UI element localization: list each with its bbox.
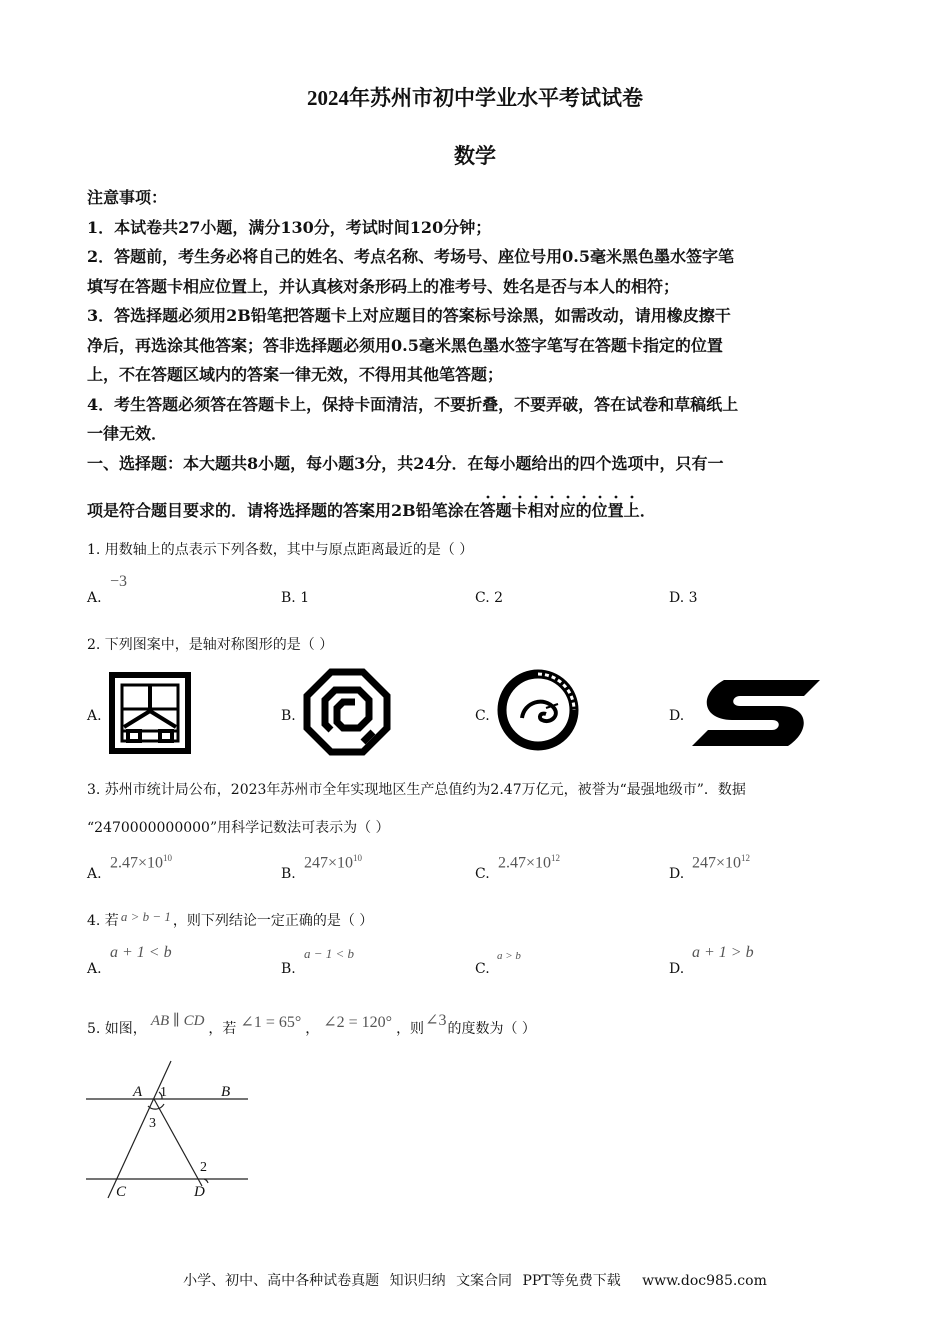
q3-d-exp: 12 bbox=[741, 853, 751, 863]
q5-stem-pre: 5. 如图， bbox=[87, 1021, 147, 1037]
note-2a: 2．答题前，考生务必将自己的姓名、考点名称、考场号、座位号用0.5毫米黑色墨水签字笔 bbox=[87, 247, 734, 266]
q2-option-b: B. bbox=[281, 708, 296, 724]
section-1-line-b bbox=[87, 496, 867, 526]
q5-math-3: ∠2 = 120° bbox=[323, 1014, 393, 1031]
q5-stem-post: 的度数为（ ） bbox=[447, 1021, 536, 1037]
section-1-line-a: 一、选择题：本大题共8小题，每小题3分，共24分．在每小题给出的四个选项中，只有一 bbox=[87, 453, 724, 473]
q1-a-label: A. bbox=[87, 590, 102, 606]
q1-a-math: −3 bbox=[110, 573, 128, 590]
note-1: 1．本试卷共27小题，满分130分，考试时间120分钟； bbox=[87, 217, 492, 237]
q5-sep-2: ， bbox=[305, 1021, 320, 1037]
q3-b-base: 247×10 bbox=[304, 854, 354, 872]
q2-option-c: C. bbox=[475, 708, 490, 724]
label-c: C bbox=[116, 1184, 127, 1200]
q1-option-b: B. 1 bbox=[281, 590, 310, 606]
label-angle-2: 2 bbox=[200, 1160, 207, 1175]
q2-pattern-a bbox=[108, 671, 192, 755]
transversal-ac bbox=[108, 1061, 171, 1198]
q3-a-exp: 10 bbox=[163, 853, 173, 863]
footer-link[interactable]: www.doc985.com bbox=[642, 1273, 767, 1289]
q5-math-2: ∠1 = 65° bbox=[240, 1014, 302, 1031]
q5-math-1: AB ∥ CD bbox=[150, 1013, 205, 1029]
q3-d-label: D. bbox=[669, 866, 685, 882]
q3-stem-2: “2470000000000”用科学记数法可表示为（ ） bbox=[87, 820, 390, 836]
label-angle-1: 1 bbox=[160, 1085, 167, 1100]
page-title: 2024年苏州市初中学业水平考试试卷 bbox=[307, 86, 643, 110]
notes-block bbox=[87, 183, 867, 478]
note-3a: 3．答选择题必须用2B铅笔把答题卡上对应题目的答案标号涂黑，如需改动，请用橡皮擦干 bbox=[87, 306, 731, 325]
q1-stem: 1. 用数轴上的点表示下列各数，其中与原点距离最近的是（ ） bbox=[87, 542, 474, 558]
q4-b-math: a − 1 < b bbox=[304, 946, 355, 961]
q2-stem: 2. 下列图案中，是轴对称图形的是（ ） bbox=[87, 637, 334, 653]
section-1-text-pre: 项是符合题目要求的．请将选择题的答案用2B铅笔涂在 bbox=[87, 501, 480, 520]
q5-figure bbox=[84, 1058, 254, 1203]
label-angle-3: 3 bbox=[149, 1116, 156, 1131]
q2-pattern-d bbox=[688, 672, 824, 754]
q3-b-label: B. bbox=[281, 866, 296, 882]
q1-option-a bbox=[87, 590, 102, 606]
q4-stem-pre: 4. 若 bbox=[87, 913, 119, 929]
q3-d-math bbox=[692, 853, 750, 872]
q2-pattern-b bbox=[303, 668, 391, 756]
footer-text-2: 知识归纳 bbox=[389, 1273, 446, 1289]
q4-d-label: D. bbox=[669, 961, 685, 977]
q4-stem-post: ，则下列结论一定正确的是（ ） bbox=[172, 913, 374, 929]
q3-b-math bbox=[304, 853, 362, 872]
q2-pattern-c bbox=[494, 666, 582, 754]
footer-text-3: 文案合同 bbox=[456, 1273, 513, 1289]
section-1-text-post: ． bbox=[639, 501, 656, 520]
q4-stem-math: a > b − 1 bbox=[120, 909, 171, 924]
q3-a-base: 2.47×10 bbox=[110, 854, 164, 872]
q5-math-4: ∠3 bbox=[425, 1012, 447, 1029]
label-d: D bbox=[194, 1184, 205, 1200]
q3-b-exp: 10 bbox=[353, 853, 363, 863]
q3-stem-1: 3. 苏州市统计局公布，2023年苏州市全年实现地区生产总值约为2.47万亿元，被誉为“最强地级市”．数据 bbox=[87, 782, 746, 798]
transversal-ad bbox=[154, 1099, 202, 1186]
q4-stem bbox=[87, 911, 373, 931]
q4-a-label: A. bbox=[87, 961, 102, 977]
q3-d-base: 247×10 bbox=[692, 854, 742, 872]
q5-sep-3: ，则 bbox=[396, 1021, 425, 1037]
q3-c-exp: 12 bbox=[551, 853, 561, 863]
q4-c-math: a > b bbox=[497, 950, 521, 962]
note-3b: 净后，再选涂其他答案；答非选择题必须用0.5毫米黑色墨水签字笔写在答题卡指定的位置 bbox=[87, 335, 723, 355]
q3-c-base: 2.47×10 bbox=[498, 854, 552, 872]
q4-c-label: C. bbox=[475, 961, 490, 977]
dotted-emphasis-text: 答题卡相对应的位置上 bbox=[479, 501, 640, 520]
footer-text-1: 小学、初中、高中各种试卷真题 bbox=[183, 1273, 380, 1289]
q3-c-label: C. bbox=[475, 866, 490, 882]
q5-sep-1: ，若 bbox=[208, 1021, 237, 1037]
subject-title: 数学 bbox=[454, 143, 496, 168]
label-a: A bbox=[133, 1084, 143, 1100]
q3-a-math bbox=[110, 853, 172, 872]
q4-a-math: a + 1 < b bbox=[110, 944, 172, 961]
q4-b-label: B. bbox=[281, 961, 296, 977]
q1-option-c: C. 2 bbox=[475, 590, 504, 606]
label-b: B bbox=[221, 1084, 231, 1100]
footer-text-4: PPT等免费下载 bbox=[522, 1273, 621, 1289]
notes-heading: 注意事项： bbox=[87, 188, 168, 207]
footer bbox=[0, 1270, 950, 1290]
note-3c: 上，不在答题区域内的答案一律无效，不得用其他笔答题； bbox=[87, 365, 504, 384]
q1-option-d: D. 3 bbox=[669, 590, 698, 606]
emphasis-dots bbox=[480, 493, 660, 501]
q2-option-d: D. bbox=[669, 708, 685, 724]
note-2b: 填写在答题卡相应位置上，并认真核对条形码上的准考号、姓名是否与本人的相符； bbox=[87, 276, 680, 296]
dotted-emphasis bbox=[480, 501, 640, 520]
q5-stem bbox=[87, 1012, 536, 1039]
q4-d-math: a + 1 > b bbox=[692, 944, 754, 961]
note-4a: 4．考生答题必须答在答题卡上，保持卡面清洁，不要折叠，不要弄破，答在试卷和草稿纸上 bbox=[87, 394, 739, 414]
q3-a-label: A. bbox=[87, 866, 102, 882]
note-4b: 一律无效． bbox=[87, 424, 168, 443]
q3-c-math bbox=[498, 853, 560, 872]
q2-option-a: A. bbox=[87, 708, 102, 724]
